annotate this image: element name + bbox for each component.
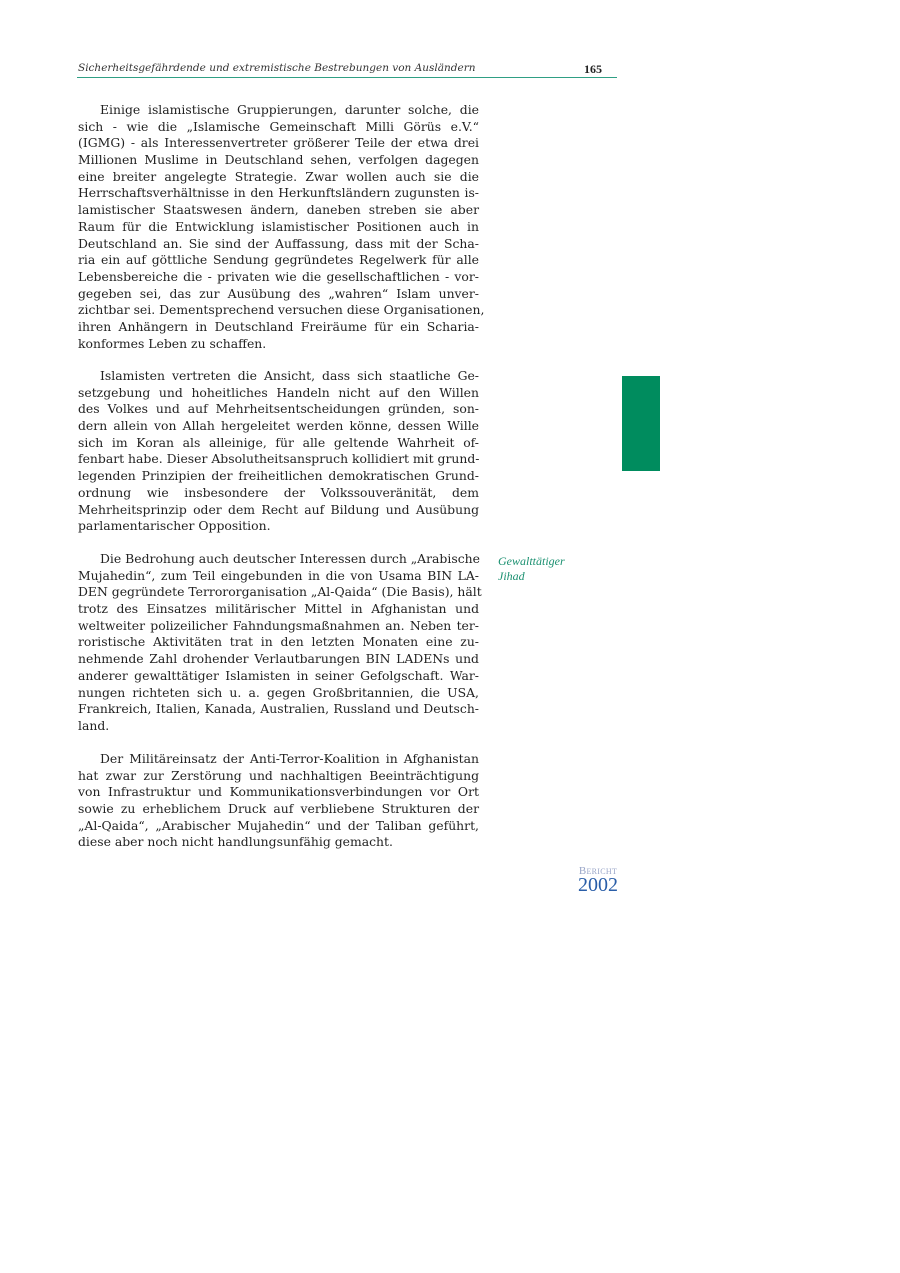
text-line: Mehrheitsprinzip oder dem Recht auf Bildung und Ausübung xyxy=(78,501,479,517)
text-line: nehmende Zahl drohender Verlautbarungen BIN LADENs und xyxy=(78,651,479,667)
text-line: zichtbar sei. Dementsprechend versuchen diese Organisationen, xyxy=(78,302,485,318)
text-line: legenden Prinzipien der freiheitlichen demokratischen Grund- xyxy=(78,468,479,484)
text-line: lamistischer Staatswesen ändern, daneben streben sie aber xyxy=(78,202,479,218)
text-line: fenbart habe. Dieser Absolutheitsanspruch kollidiert mit grund- xyxy=(78,451,480,467)
margin-note-line: Gewalttätiger xyxy=(498,554,565,568)
paragraph-1 xyxy=(78,102,485,352)
text-line: hat zwar zur Zerstörung und nachhaltigen Beeinträchtigung xyxy=(78,767,479,783)
text-line: ria ein auf göttliche Sendung gegründetes Regelwerk für alle xyxy=(78,252,479,268)
text-line: trotz des Einsatzes militärischer Mittel in Afghanistan und xyxy=(78,601,479,617)
logo-year: 2002 xyxy=(578,874,618,896)
text-line: ihren Anhängern in Deutschland Freiräume für ein Scharia- xyxy=(78,318,479,334)
text-line: Millionen Muslime in Deutschland sehen, verfolgen dagegen xyxy=(78,152,479,168)
text-line: anderer gewalttätiger Islamisten in seiner Gefolgschaft. War- xyxy=(78,667,479,683)
text-line: eine breiter angelegte Strategie. Zwar wollen auch sie die xyxy=(78,168,479,184)
text-line: setzgebung und hoheitliches Handeln nicht auf den Willen xyxy=(78,384,479,400)
text-line: Deutschland an. Sie sind der Auffassung, dass mit der Scha- xyxy=(78,235,479,251)
text-line: Mujahedin“, zum Teil eingebunden in die von Usama BIN LA- xyxy=(78,567,479,583)
text-line: sich im Koran als alleinige, für alle geltende Wahrheit of- xyxy=(78,434,479,450)
text-line: „Al-Qaida“, „Arabischer Mujahedin“ und der Taliban geführt, xyxy=(78,817,479,833)
paragraph-2 xyxy=(78,368,479,535)
text-line: land. xyxy=(78,717,110,733)
text-line: parlamentarischer Opposition. xyxy=(78,518,271,534)
logo-word: Bericht xyxy=(578,865,618,877)
text-line: Der Militäreinsatz der Anti-Terror-Koalition in Afghanistan xyxy=(100,751,479,766)
text-line: Lebensbereiche die - privaten wie die gesellschaftlichen - vor- xyxy=(78,268,479,284)
report-logo xyxy=(578,866,618,894)
text-line: (IGMG) - als Interessenvertreter größerer Teile der etwa drei xyxy=(78,135,479,151)
text-line: gegeben sei, das zur Ausübung des „wahren“ Islam unver- xyxy=(78,285,479,301)
text-line: des Volkes und auf Mehrheitsentscheidungen gründen, son- xyxy=(78,401,479,417)
text-line: Frankreich, Italien, Kanada, Australien, Russland und Deutsch- xyxy=(78,701,479,717)
margin-note xyxy=(498,554,565,584)
text-line: ordnung wie insbesondere der Volkssouveränität, dem xyxy=(78,484,479,500)
text-line: weltweiter polizeilicher Fahndungsmaßnahmen an. Neben ter- xyxy=(78,617,479,633)
text-line: DEN gegründete Terrororganisation „Al-Qaida“ (Die Basis), hält xyxy=(78,584,482,600)
text-line: von Infrastruktur und Kommunikationsverbindungen vor Ort xyxy=(78,784,479,800)
chapter-marker-bar xyxy=(622,376,660,471)
text-line: sich - wie die „Islamische Gemeinschaft Milli Görüs e.V.“ xyxy=(78,118,479,134)
text-line: Raum für die Entwicklung islamistischer Positionen auch in xyxy=(78,218,479,234)
paragraph-4 xyxy=(78,751,479,851)
text-line: dern allein von Allah hergeleitet werden könne, dessen Wille xyxy=(78,418,479,434)
text-line: Islamisten vertreten die Ansicht, dass sich staatliche Ge- xyxy=(100,368,479,383)
text-line: nungen richteten sich u. a. gegen Großbritannien, die USA, xyxy=(78,684,479,700)
text-line: roristische Aktivitäten trat in den letzten Monaten eine zu- xyxy=(78,634,479,650)
text-line: sowie zu erheblichem Druck auf verbliebene Strukturen der xyxy=(78,801,479,817)
running-header: Sicherheitsgefährdende und extremistische Bestrebungen von Ausländern xyxy=(78,62,476,74)
page-number: 165 xyxy=(584,62,602,76)
text-line: Herrschaftsverhältnisse in den Herkunftsländern zugunsten is- xyxy=(78,185,479,201)
margin-note-line: Jihad xyxy=(498,569,525,583)
text-line: Einige islamistische Gruppierungen, darunter solche, die xyxy=(100,102,479,117)
text-line: Die Bedrohung auch deutscher Interessen durch „Arabische xyxy=(100,551,480,566)
text-line: konformes Leben zu schaffen. xyxy=(78,335,267,351)
paragraph-3 xyxy=(78,551,482,735)
text-line: diese aber noch nicht handlungsunfähig gemacht. xyxy=(78,834,393,850)
header-rule xyxy=(77,77,617,78)
